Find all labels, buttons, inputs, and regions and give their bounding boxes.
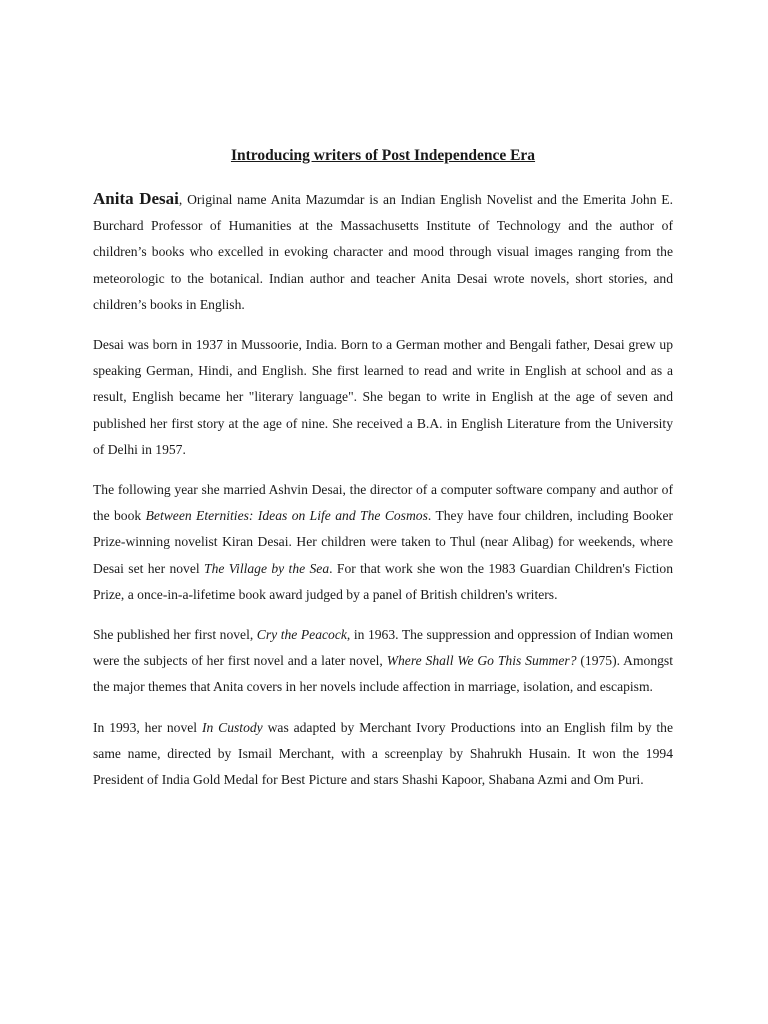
paragraph-first-novel-text-2: , in 1963. The suppression and oppression of Indian women were the subjects of her first novel and a later novel, (93, 627, 673, 669)
paragraph-intro (93, 186, 673, 318)
paragraph-in-custody-text-1: In 1993, her novel (93, 719, 202, 735)
book-title-village-by-the-sea: The Village by the Sea (204, 560, 330, 576)
paragraph-marriage-text-3: . For that work she won the 1983 Guardian Children's Fiction Prize, a once-in-a-lifetime book award judged by a panel of British children's writers. (93, 560, 673, 602)
author-name: Anita Desai (93, 189, 179, 208)
paragraph-in-custody (93, 715, 673, 794)
paragraph-first-novel (93, 622, 673, 701)
paragraph-first-novel-text-1: She published her first novel, (93, 627, 257, 643)
paragraph-in-custody-text-2: was adapted by Merchant Ivory Productions into an English film by the same name, directed by Ismail Merchant, with a screenplay by Shahrukh Husain. It won the 1994 President of India Gold Medal for Best Picture and stars Shashi Kapoor, Shabana Azmi and Om Puri. (93, 719, 674, 788)
paragraph-early-life: Desai was born in 1937 in Mussoorie, India. Born to a German mother and Bengali father, Desai grew up speaking German, Hindi, and English. She first learned to read and write in English at school and as a result, English became her "literary language". She began to write in English at the age of seven and published her first story at the age of nine. She received a B.A. in English Literature from the University of Delhi in 1957. (93, 337, 673, 457)
paragraph-marriage (93, 477, 673, 608)
document-title: Introducing writers of Post Independence Era (230, 147, 536, 164)
paragraph-intro-text: , Original name Anita Mazumdar is an Indian English Novelist and the Emerita John E. Burchard Professor of Humanities at the Massachusetts Institute of Technology and the author of children’s books who excelled in evoking character and mood through visual images ranging from the meteorologic to the botanical. Indian author and teacher Anita Desai wrote novels, short stories, and children’s books in English. (93, 192, 674, 312)
document-body (93, 146, 673, 807)
paragraph-first-novel-text-3: (1975). Amongst the major themes that Anita covers in her novels include affection in marriage, isolation, and escapism. (93, 653, 673, 695)
book-title-cry-the-peacock: Cry the Peacock (256, 627, 347, 643)
paragraph-marriage-text-1: The following year she married Ashvin Desai, the director of a computer software company and author of the book (93, 482, 673, 524)
book-title-in-custody: In Custody (201, 719, 263, 735)
paragraph-marriage-text-2: . They have four children, including Booker Prize-winning novelist Kiran Desai. Her children were taken to Thul (near Alibag) for weekends, where Desai set her novel (93, 508, 674, 576)
book-title-between-eternities: Between Eternities: Ideas on Life and The Cosmos (145, 508, 428, 524)
book-title-where-shall-we-go: Where Shall We Go This Summer? (386, 653, 577, 669)
